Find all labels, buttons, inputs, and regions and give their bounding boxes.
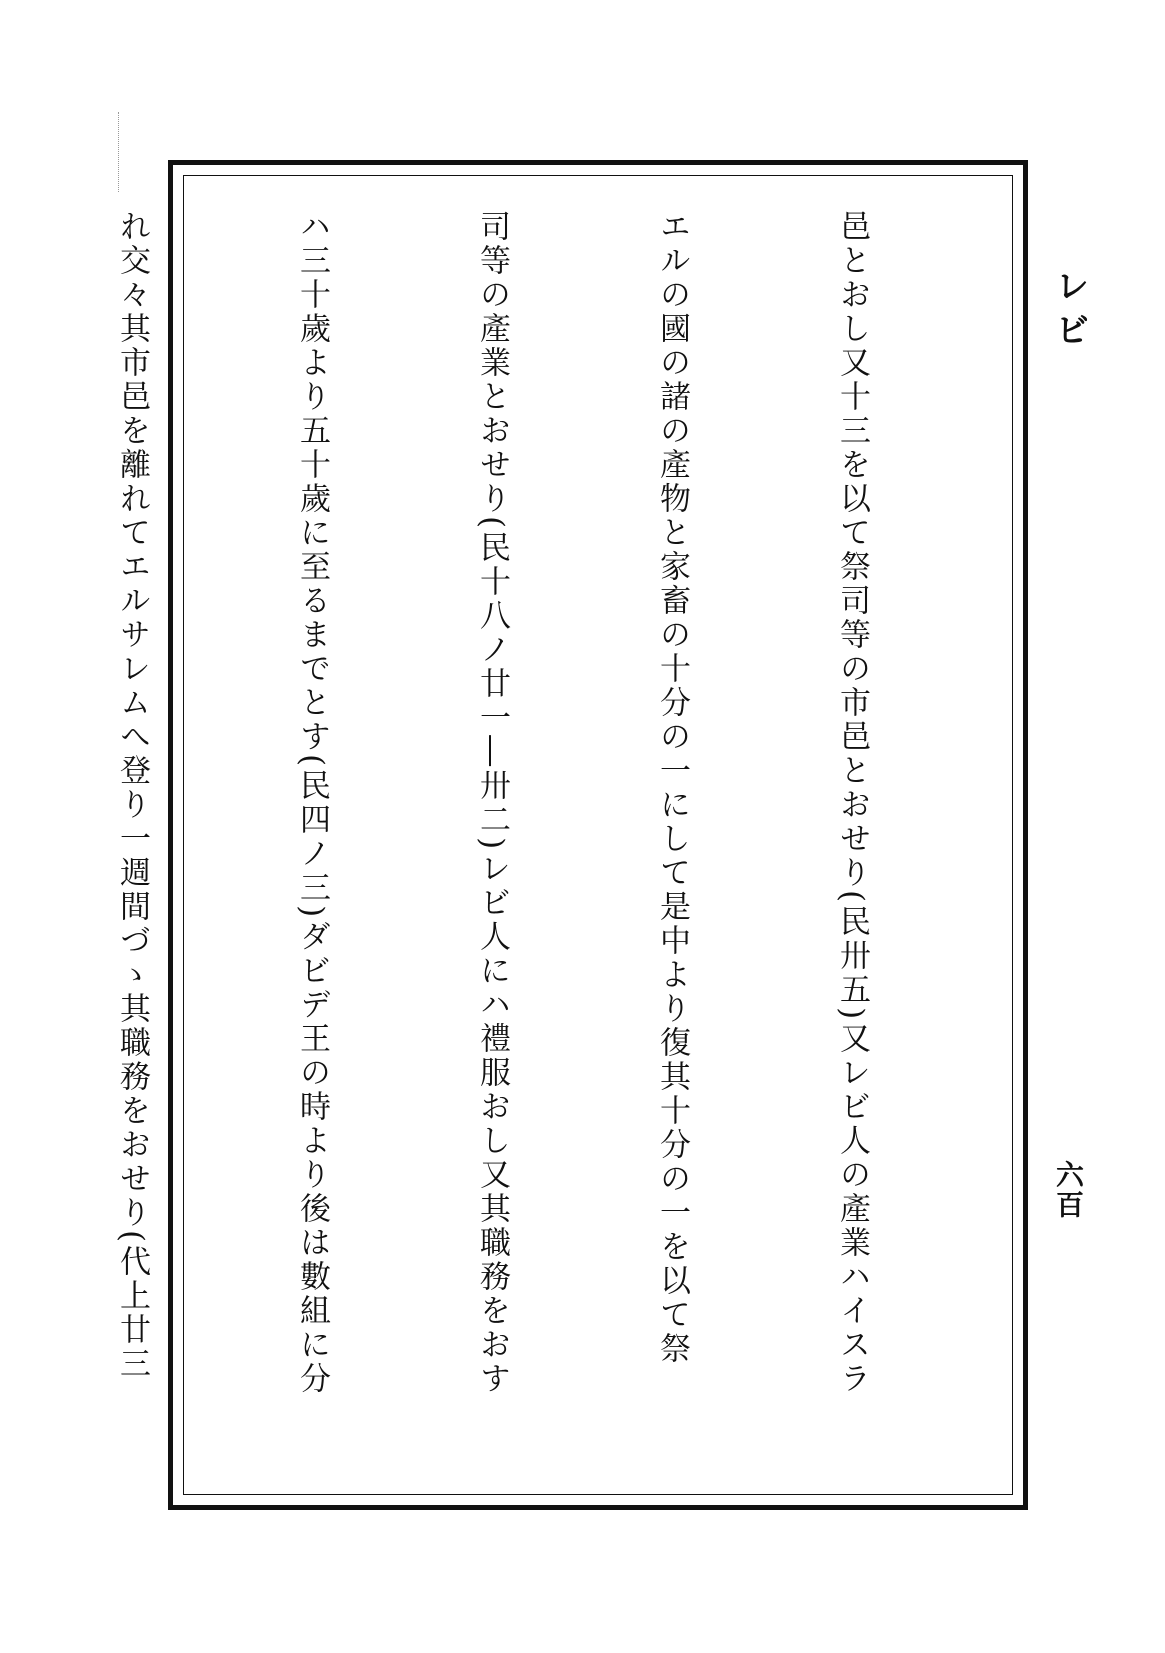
text-column: 司等の產業とおせり(民十八ノ廿一―卅二)レビ人にハ禮服おし又其職務をおす	[474, 210, 510, 1397]
text-column: れ交々其市邑を離れてエルサレムへ登り一週間づゝ其職務をおせり(代上廿三	[114, 210, 150, 1382]
text-body	[114, 210, 1002, 1500]
margin-marks	[118, 112, 125, 192]
text-column: 邑とおし又十三を以て祭司等の市邑とおせり(民卅五)又レビ人の產業ハイスラ	[834, 210, 870, 1397]
text-column: エルの國の諸の產物と家畜の十分の一にして是中より復其十分の一を以て祭	[654, 210, 690, 1366]
page-number: 六百	[1052, 1160, 1085, 1220]
text-column: ハ三十歲より五十歲に至るまでとす(民四ノ三)ダビデ王の時より後は數組に分	[294, 210, 330, 1397]
running-header: レビ	[1049, 268, 1089, 356]
